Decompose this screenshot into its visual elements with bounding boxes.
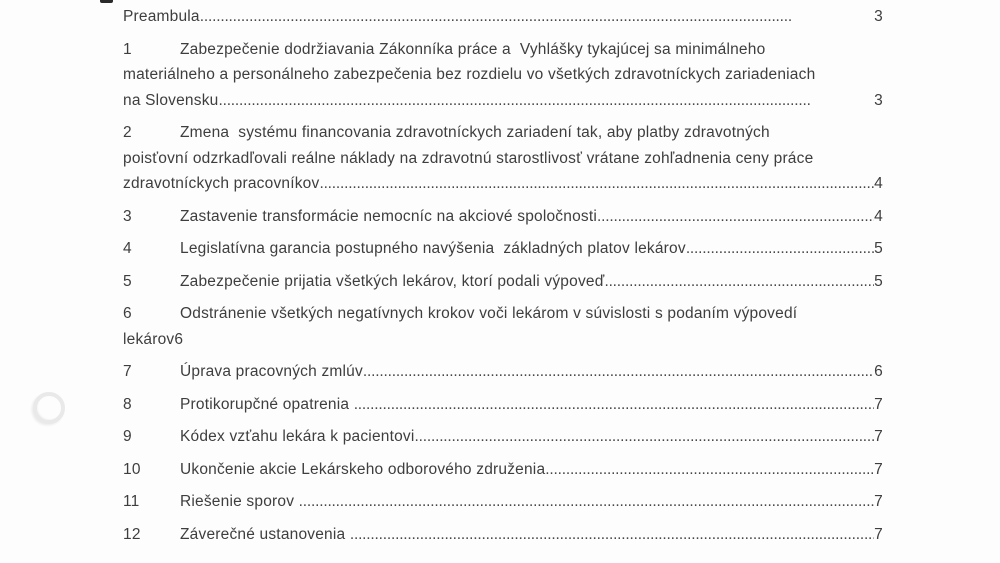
- toc-entry-page: 7: [874, 395, 883, 413]
- toc-entry-number: 8: [123, 395, 132, 413]
- toc-entry: [123, 424, 883, 450]
- toc-entry-number: 4: [123, 240, 132, 257]
- toc-entry: [123, 489, 883, 515]
- dot-leader: [686, 236, 874, 262]
- dot-leader: [218, 88, 874, 114]
- toc-entry-text: Kódex vzťahu lekára k pacientovi: [180, 428, 415, 445]
- toc-entry-line: [123, 327, 883, 353]
- toc-entry-page: 4: [874, 175, 883, 192]
- toc-entry: [123, 392, 883, 418]
- toc-entry: [123, 269, 883, 295]
- toc-entry-text: Preambula: [123, 8, 200, 25]
- toc-entry-text: Riešenie sporov: [180, 493, 299, 510]
- toc-entry-number: 1: [123, 40, 132, 58]
- dot-leader: [545, 457, 874, 483]
- toc-entry-text: Zmena systému financovania zdravotníckych zariadení tak, aby platby zdravotných: [180, 124, 770, 141]
- toc-entry-line: [123, 489, 883, 515]
- toc-entry-page: 3: [874, 91, 883, 109]
- toc-entry-number: 5: [123, 272, 132, 290]
- toc-entry-page: 5: [874, 240, 883, 257]
- toc-entry: [123, 236, 883, 262]
- dot-leader: [354, 392, 874, 418]
- toc-entry-page: 6: [174, 330, 184, 348]
- toc-entry-page: 7: [874, 460, 883, 478]
- toc-entry-text: lekárov: [123, 330, 175, 348]
- toc-entry-page: 3: [874, 8, 883, 25]
- toc-entry-line: [123, 236, 883, 262]
- toc-entry-line: [123, 37, 883, 63]
- toc-entry-text: Záverečné ustanovenia: [180, 525, 350, 543]
- toc-entry-line: [123, 269, 883, 295]
- toc-entry-line: [123, 424, 883, 450]
- toc-entry: [123, 301, 883, 352]
- toc-entry-line: [123, 146, 883, 172]
- toc-entry-line: [123, 301, 883, 327]
- toc-entry-page: 7: [874, 525, 883, 543]
- toc-entry-line: [123, 204, 883, 230]
- dot-leader: [604, 269, 874, 295]
- toc-entry-page: 7: [874, 428, 883, 445]
- toc-entry-text: Úprava pracovných zmlúv: [180, 363, 363, 380]
- toc-entry-number: 7: [123, 363, 132, 380]
- toc-entry-text: Zastavenie transformácie nemocníc na akciové spoločnosti: [180, 207, 597, 225]
- toc-entry-text: poisťovní odzrkadľovali reálne náklady na zdravotnú starostlivosť vrátane zohľadnenia ceny práce: [123, 149, 814, 167]
- toc-entry: [123, 204, 883, 230]
- toc-entry-page: 6: [874, 363, 883, 380]
- toc-entry-text: Zabezpečenie dodržiavania Zákonníka práce a Vyhlášky tykajúcej sa minimálneho: [180, 40, 766, 58]
- toc-entry-page: 7: [874, 493, 883, 510]
- dot-leader: [363, 359, 874, 385]
- toc-entry-number: 10: [123, 460, 141, 478]
- toc-entry-text: Odstránenie všetkých negatívnych krokov voči lekárom v súvislosti s podaním výpovedí: [180, 305, 798, 322]
- toc-entry-text: na Slovensku: [123, 91, 219, 109]
- toc-entry: [123, 359, 883, 385]
- toc-entry: [123, 120, 883, 197]
- toc-entry-line: [123, 62, 883, 88]
- dot-leader: [200, 4, 874, 30]
- toc-entry-line: [123, 359, 883, 385]
- toc-entry-line: [123, 120, 883, 146]
- toc-entry-line: [123, 4, 883, 30]
- toc-entry-text: Protikorupčné opatrenia: [180, 395, 354, 413]
- toc-entry: [123, 522, 883, 548]
- toc-entry-text: materiálneho a personálneho zabezpečenia bez rozdielu vo všetkých zdravotníckych zariadeniach: [123, 66, 816, 83]
- dot-leader: [299, 489, 875, 515]
- toc-entry-line: [123, 88, 883, 114]
- toc-entry-line: [123, 171, 883, 197]
- dot-leader: [350, 522, 874, 548]
- dot-leader: [415, 424, 875, 450]
- toc-entry-line: [123, 522, 883, 548]
- toc-entry-number: 3: [123, 207, 132, 225]
- toc-entry-page: 4: [874, 207, 883, 225]
- toc-entry-number: 6: [123, 305, 132, 322]
- toc-entry-page: 5: [874, 272, 883, 290]
- toc-entry-number: 12: [123, 525, 141, 543]
- toc-entry: [123, 37, 883, 114]
- dot-leader: [319, 171, 874, 197]
- toc-entry-number: 9: [123, 428, 132, 445]
- toc-entry-number: 2: [123, 124, 132, 141]
- toc-entry-text: Zabezpečenie prijatia všetkých lekárov, ktorí podali výpoveď: [180, 272, 605, 290]
- dot-leader: [597, 204, 874, 230]
- toc-entry-text: Ukončenie akcie Lekárskeho odborového združenia: [180, 460, 546, 478]
- toc-entry-line: [123, 457, 883, 483]
- toc-entry-number: 11: [123, 493, 140, 510]
- toc-entry-line: [123, 392, 883, 418]
- toc-entry-text: Legislatívna garancia postupného navýšenia základných platov lekárov: [180, 240, 686, 257]
- toc-entry: [123, 4, 883, 30]
- toc-entry-text: zdravotníckych pracovníkov: [123, 175, 320, 192]
- toc-entry: [123, 457, 883, 483]
